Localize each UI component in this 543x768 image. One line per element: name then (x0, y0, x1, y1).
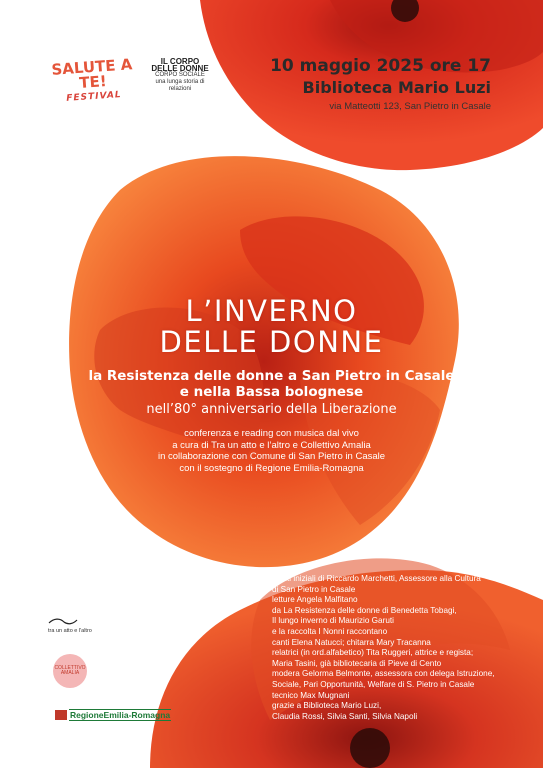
regione-logo-text: RegioneEmilia-Romagna (70, 710, 171, 720)
program-line: canti Elena Natucci; chitarra Mary Tracanna (272, 637, 431, 647)
regione-flag-icon (55, 710, 67, 720)
program-line: modera Gelorma Belmonte, assessora con delega Istruzione, (272, 669, 495, 679)
collettivo-amalia-logo (53, 654, 87, 688)
program-line: di San Pietro in Casale (272, 584, 356, 594)
tra-un-atto-mark-icon (48, 616, 78, 626)
program-line: e la raccolta I Nonni raccontano (272, 626, 388, 636)
program-line: tecnico Max Mugnani (272, 690, 350, 700)
subtitle-line2: e nella Bassa bolognese (179, 384, 364, 400)
event-address: via Matteotti 123, San Pietro in Casale (329, 101, 491, 112)
corpo-delle-donne-logo (150, 58, 210, 93)
title-line2: DELLE DONNE (159, 325, 384, 359)
amalia-logo-line2: AMALIA (60, 670, 80, 676)
tra-un-atto-logo (48, 616, 92, 634)
program-line: grazie a Biblioteca Mario Luzi, (272, 701, 382, 711)
event-venue: Biblioteca Mario Luzi (302, 78, 491, 97)
program-line: letture Angela Malfitano (272, 595, 358, 605)
corpo-logo-line1: IL CORPO (160, 57, 200, 66)
subtitle-line1: la Resistenza delle donne a San Pietro in Casale (88, 368, 455, 384)
center-poppy (69, 156, 459, 567)
credits-line: con il sostegno di Regione Emilia-Romagna (179, 462, 364, 474)
anniversary-line: nell’80° anniversario della Liberazione (146, 402, 397, 417)
event-date-time: 10 maggio 2025 ore 17 (270, 56, 491, 76)
program-line: Sociale, Pari Opportunità, Welfare di S. Pietro in Casale (272, 679, 475, 689)
credits-line: in collaborazione con Comune di San Pietro in Casale (157, 451, 386, 462)
amalia-logo-line1: COLLETTIVO (54, 664, 86, 671)
program-line: Claudia Rossi, Silvia Santi, Silvia Napoli (272, 711, 418, 721)
corpo-logo-line3: CORPO SOCIALE (155, 72, 205, 78)
program-line: relatrici (in ord.alfabetico) Tita Ruggeri, attrice e regista; (272, 648, 474, 658)
poster-subtitle (0, 368, 543, 400)
title-line1: L’INVERNO (185, 294, 358, 328)
program-block (272, 574, 517, 722)
program-line: Maria Tasini, già bibliotecaria di Pieve di Cento (272, 658, 442, 668)
credits-line: conferenza e reading con musica dal vivo (184, 428, 359, 439)
corpo-logo-line4: una lunga storia di relazioni (155, 79, 205, 92)
salute-logo-line1: SALUTE A TE! (50, 55, 133, 92)
regione-emilia-romagna-logo (55, 709, 171, 721)
program-line: saluti iniziali di Riccardo Marchetti, Assessore alla Cultura (272, 574, 481, 583)
poster-title (0, 296, 543, 358)
salute-a-te-festival-logo (47, 57, 140, 108)
credits-line: a cura di Tra un atto e l’altro e Collettivo Amalia (172, 439, 371, 451)
tra-logo-text: tra un atto e l'altro (48, 628, 92, 634)
credits-block (0, 428, 543, 474)
salute-logo-line2: FESTIVAL (66, 90, 122, 104)
corpo-logo-line2: DELLE DONNE (151, 64, 209, 73)
program-line: Il lungo inverno di Maurizio Garuti (272, 616, 394, 626)
program-line: da La Resistenza delle donne di Benedetta Tobagi, (272, 605, 457, 615)
